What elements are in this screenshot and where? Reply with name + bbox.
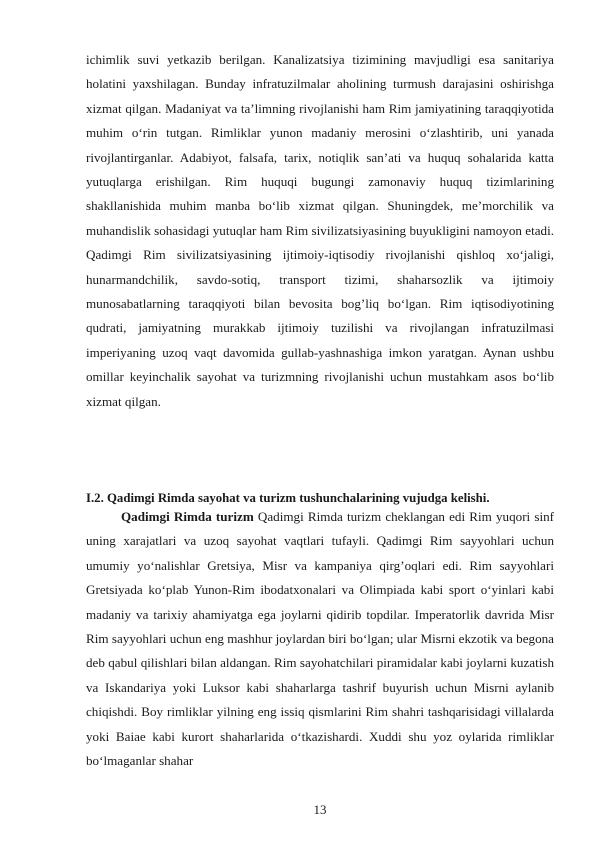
section-heading: I.2. Qadimgi Rimda sayohat va turizm tushunchalarining vujudga kelishi. xyxy=(86,491,490,505)
body-paragraph: ichimlik suvi yetkazib berilgan. Kanalizatsiya tizimining mavjudligi esa sanitariya holatini yaxshilagan. Bunday infratuzilmalar aholining turmush darajasini oshirishga xizmat qilgan. Madaniyat va ta’limning rivojlanishi ham Rim jamiyatining taraqqiyotida muhim o‘rin tutgan. Rimliklar yunon madaniy merosini o‘zlashtirib, uni yanada rivojlantirganlar. Adabiyot, falsafa, tarix, notiqlik san’ati va huquq sohalarida katta yutuqlarga erishilgan. Rim huquqi bugungi zamonaviy huquq tizimlarining shakllanishida muhim manba bo‘lib xizmat qilgan. Shuningdek, me’morchilik va muhandislik sohasidagi yutuqlar ham Rim sivilizatsiyasining buyukligini namoyon etadi. Qadimgi Rim sivilizatsiyasining ijtimoiy-iqtisodiy rivojlanishi qishloq xo‘jaligi, hunarmandchilik, savdo-sotiq, transport tizimi, shaharsozlik va ijtimoiy munosabatlarning taraqqiyoti bilan bevosita bog’liq bo‘lgan. Rim iqtisodiyotining qudrati, jamiyatning murakkab ijtimoiy tuzilishi va rivojlangan infratuzilmasi imperiyaning uzoq vaqt davomida gullab-yashnashiga imkon yaratgan. Aynan ushbu omillar keyinchalik sayohat va turizmning rivojlanishi uchun mustahkam asos bo‘lib xizmat qilgan. xyxy=(86,52,554,409)
paragraph-text: Qadimgi Rimda turizm cheklangan edi Rim yuqori sinf uning xarajatlari va uzoq sayohat vaqtlari tufayli. Qadimgi Rim sayyohlari uchun umumiy yo‘nalishlar Gretsiya, Misr va kampaniya qirg’oqlari edi. Rim sayyohlari Gretsiyada ko‘plab Yunon-Rim ibodatxonalari va Olimpiada kabi sport o‘yinlari kabi madaniy va tarixiy ahamiyatga ega joylarni qidirib topdilar. Imperatorlik davrida Misr Rim sayyohlari uchun eng mashhur joylardan biri bo‘lgan; ular Misrni ekzotik va begona deb qabul qilishlari bilan aldangan. Rim sayohatchilari piramidalar kabi joylarni kuzatish va Iskandariya yoki Luksor kabi shaharlarga tashrif buyurish uchun Misrni aylanib chiqishdi. Boy rimliklar yilning eng issiq qismlarini Rim shahri tashqarisidagi villalarda yoki Baiae kabi kurort shaharlarida o‘tkazishardi. Xuddi shu yoz oylarida rimliklar bo‘lmaganlar shahar xyxy=(86,509,554,769)
page-number: 13 xyxy=(313,802,327,817)
body-paragraph xyxy=(86,505,554,773)
paragraph-lead-phrase: Qadimgi Rimda turizm xyxy=(121,509,254,524)
